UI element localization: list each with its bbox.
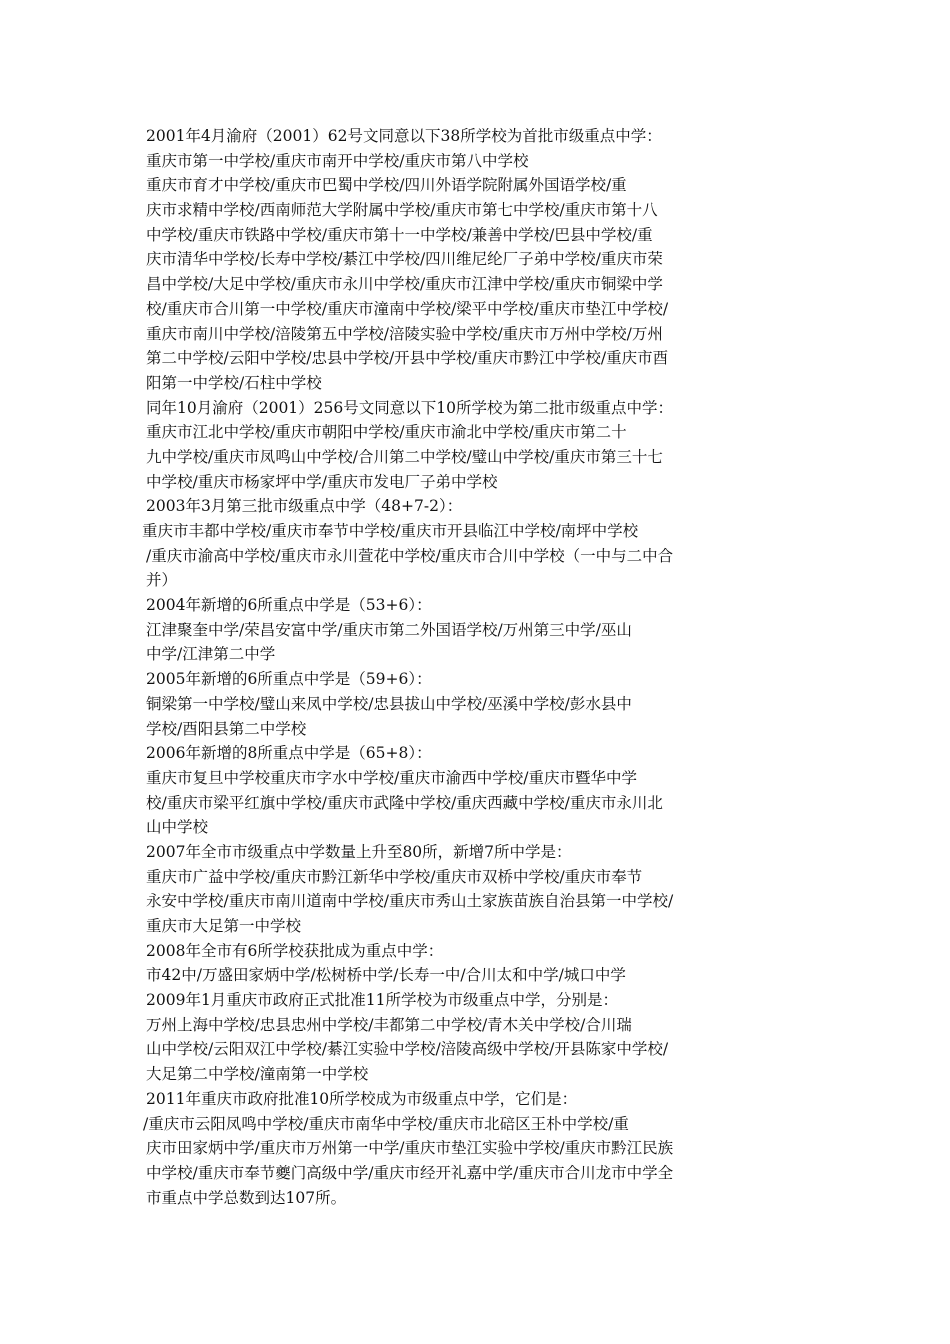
text-line: 重庆市育才中学校/重庆市巴蜀中学校/四川外语学院附属外国语学校/重 [146, 176, 627, 195]
text-line: 中学校/重庆市杨家坪中学/重庆市发电厂子弟中学校 [146, 472, 498, 491]
text-line: /重庆市渝高中学校/重庆市永川萱花中学校/重庆市合川中学校（一中与二中合 [146, 546, 674, 565]
text-line: 校/重庆市梁平红旗中学校/重庆市武隆中学校/重庆西藏中学校/重庆市永川北 [146, 793, 663, 812]
text-line: 市42中/万盛田家炳中学/松树桥中学/长寿一中/合川太和中学/城口中学 [146, 966, 626, 985]
text-line: 2009年1月重庆市政府正式批准11所学校为市级重点中学，分别是： [146, 991, 619, 1010]
text-line: 2007年全市市级重点中学数量上升至80所，新增7所中学是： [146, 842, 572, 861]
text-line: 重庆市江北中学校/重庆市朝阳中学校/重庆市渝北中学校/重庆市第二十 [146, 423, 627, 442]
text-line: 重庆市大足第一中学校 [146, 917, 302, 935]
text-line: 2006年新增的8所重点中学是（65+8）： [146, 744, 432, 763]
text-line: 阳第一中学校/石柱中学校 [146, 373, 322, 392]
text-line: 2004年新增的6所重点中学是（53+6）： [146, 596, 432, 615]
text-line: 江津聚奎中学/荣昌安富中学/重庆市第二外国语学校/万州第三中学/巫山 [146, 620, 632, 639]
document-body [142, 124, 726, 1210]
text-line: 中学校/重庆市铁路中学校/重庆市第十一中学校/兼善中学校/巴县中学校/重 [146, 225, 653, 244]
text-line: 山中学校 [146, 818, 209, 837]
text-line: 万州上海中学校/忠县忠州中学校/丰都第二中学校/青木关中学校/合川瑞 [146, 1015, 632, 1034]
text-line: 市重点中学总数到达107所。 [146, 1188, 347, 1207]
text-line: 2001年4月渝府（2001）62号文同意以下38所学校为首批市级重点中学： [146, 127, 662, 145]
text-line: /重庆市云阳凤鸣中学校/重庆市南华中学校/重庆市北碚区王朴中学校/重 [143, 1114, 629, 1133]
text-line: 庆市田家炳中学/重庆市万州第一中学/重庆市垫江实验中学校/重庆市黔江民族 [146, 1139, 674, 1158]
text-line: 重庆市第一中学校/重庆市南开中学校/重庆市第八中学校 [146, 151, 529, 170]
text-line: 重庆市丰都中学校/重庆市奉节中学校/重庆市开县临江中学校/南坪中学校 [142, 522, 639, 540]
text-line: 重庆市广益中学校/重庆市黔江新华中学校/重庆市双桥中学校/重庆市奉节 [146, 867, 643, 886]
text-line: 铜梁第一中学校/璧山来凤中学校/忠县拔山中学校/巫溪中学校/彭水县中 [146, 694, 632, 713]
text-line: 中学/江津第二中学 [146, 645, 276, 664]
text-line: 校/重庆市合川第一中学校/重庆市潼南中学校/梁平中学校/重庆市垫江中学校/ [146, 299, 669, 318]
text-line: 昌中学校/大足中学校/重庆市永川中学校/重庆市江津中学校/重庆市铜梁中学 [146, 275, 663, 294]
text-line: 庆市清华中学校/长寿中学校/綦江中学校/四川维尼纶厂子弟中学校/重庆市荣 [146, 250, 663, 269]
text-line: 九中学校/重庆市凤鸣山中学校/合川第二中学校/璧山中学校/重庆市第三十七 [146, 447, 663, 466]
text-line: 庆市求精中学校/西南师范大学附属中学校/重庆市第七中学校/重庆市第十八 [146, 201, 658, 220]
text-line: 永安中学校/重庆市南川道南中学校/重庆市秀山土家族苗族自治县第一中学校/ [146, 892, 674, 911]
text-line: 大足第二中学校/潼南第一中学校 [146, 1065, 369, 1084]
text-line: 并） [146, 571, 178, 590]
text-line: 重庆市南川中学校/涪陵第五中学校/涪陵实验中学校/重庆市万州中学校/万州 [146, 324, 663, 343]
text-line: 2005年新增的6所重点中学是（59+6）： [146, 670, 432, 689]
text-line: 同年10月渝府（2001）256号文同意以下10所学校为第二批市级重点中学： [146, 398, 673, 417]
text-line: 中学校/重庆市奉节夔门高级中学/重庆市经开礼嘉中学/重庆市合川龙市中学全 [146, 1163, 674, 1182]
text-line: 第二中学校/云阳中学校/忠县中学校/开县中学校/重庆市黔江中学校/重庆市酉 [146, 349, 669, 368]
text-line: 学校/酉阳县第二中学校 [146, 719, 307, 738]
text-line: 山中学校/云阳双江中学校/綦江实验中学校/涪陵高级中学校/开县陈家中学校/ [146, 1040, 669, 1059]
text-line: 2008年全市有6所学校获批成为重点中学： [146, 941, 444, 960]
text-line: 2003年3月第三批市级重点中学（48+7-2）： [146, 497, 463, 516]
text-line: 2011年重庆市政府批准10所学校成为市级重点中学，它们是： [146, 1089, 578, 1108]
text-line: 重庆市复旦中学校重庆市字水中学校/重庆市渝西中学校/重庆市暨华中学 [146, 768, 637, 787]
